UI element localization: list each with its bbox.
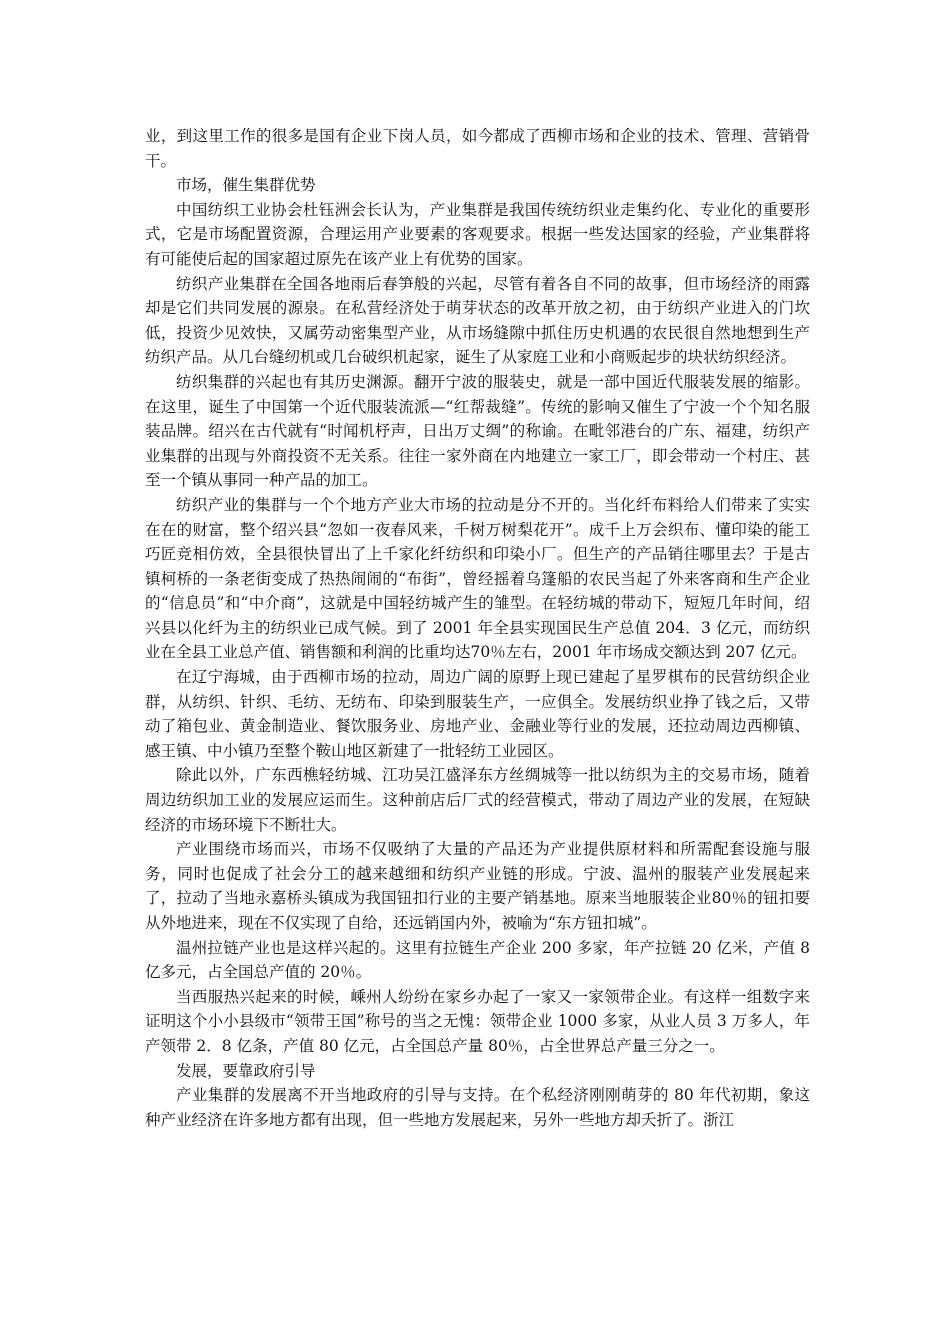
section-heading: 发展，要靠政府引导 xyxy=(176,1061,316,1080)
section-heading: 市场，催生集群优势 xyxy=(176,176,316,195)
paragraph: 纺织集群的兴起也有其历史渊源。翻开宁波的服装史，就是一部中国近代服装发展的缩影。在这里，诞生了中国第一个近代服装流派—“红帮裁缝”。传统的影响又催生了宁波一个个知名服装品牌。绍兴在古代就有“时闻机杼声，日出万丈绸”的称谕。在毗邻港台的广东、福建，纺织产业集群的出现与外商投资不无关系。往往一家外商在内地建立一家工厂，即会带动一个村庄、甚至一个镇从事同一种产品的加工。 xyxy=(145,372,810,490)
paragraph: 除此以外，广东西樵轻纺城、江功吴江盛泽东方丝绸城等一批以纺织为主的交易市场，随着周边纺织加工业的发展应运而生。这种前店后厂式的经营模式，带动了周边产业的发展，在短缺经济的市场环境下不断壮大。 xyxy=(145,766,810,834)
paragraph: 纺织产业的集群与一个个地方产业大市场的拉动是分不开的。当化纤布料给人们带来了实实在在的财富，整个绍兴县“忽如一夜春风来，千树万树梨花开”。成千上万会织布、懂印染的能工巧匠竞相仿效，全县很快冒出了上千家化纤纺织和印染小厂。但生产的产品销往哪里去？于是古镇柯桥的一条老街变成了热热闹闹的“布街”，曾经摇着乌篷船的农民当起了外来客商和生产企业的“信息员”和“中介商”，这就是中国轻纺城产生的雏型。在轻纺城的带动下，短短几年时间，绍兴县以化纤为主的纺织业已成气候。到了 2001 年全县实现国民生产总值 204．3 亿元，而纺织业在全县工业总产值、销售额和利润的比重均达70％左右，2001 年市场成交额达到 207 亿元。 xyxy=(145,495,810,662)
paragraph: 温州拉链产业也是这样兴起的。这里有拉链生产企业 200 多家，年产拉链 20 亿米，产值 8 亿多元，占全国总产值的 20％。 xyxy=(145,938,810,982)
paragraph: 产业集群的发展离不开当地政府的引导与支持。在个私经济刚刚萌芽的 80 年代初期，象这种产业经济在许多地方都有出现，但一些地方发展起来，另外一些地方却夭折了。浙江 xyxy=(145,1086,810,1129)
paragraph: 在辽宁海城，由于西柳市场的拉动，周边广阔的原野上现已建起了星罗棋布的民营纺织企业群，从纺织、针织、毛纺、无纺布、印染到服装生产，一应俱全。发展纺织业挣了钱之后，又带动了箱包业、黄金制造业、餐饮服务业、房地产业、金融业等行业的发展，还拉动周边西柳镇、感王镇、中小镇乃至整个鞍山地区新建了一批轻纺工业园区。 xyxy=(145,668,810,760)
paragraph: 业，到这里工作的很多是国有企业下岗人员，如今都成了西柳市场和企业的技术、管理、营销骨干。 xyxy=(145,127,810,170)
paragraph: 中国纺织工业协会杜钰洲会长认为，产业集群是我国传统纺织业走集约化、专业化的重要形式，它是市场配置资源，合理运用产业要素的客观要求。根据一些发达国家的经验，产业集群将有可能使后起的国家超过原先在该产业上有优势的国家。 xyxy=(145,200,810,268)
paragraph: 产业围绕市场而兴，市场不仅吸纳了大量的产品还为产业提供原材料和所需配套设施与服务，同时也促成了社会分工的越来越细和纺织产业链的形成。宁波、温州的服装产业发展起来了，拉动了当地永嘉桥头镇成为我国钮扣行业的主要产销基地。原来当地服装企业80％的钮扣要从外地进来，现在不仅实现了自给，还远销国内外，被喻为“东方钮扣城”。 xyxy=(145,840,810,932)
paragraph: 纺织产业集群在全国各地雨后春笋般的兴起，尽管有着各自不同的故事，但市场经济的雨露却是它们共同发展的源泉。在私营经济处于萌芽状态的改革开放之初，由于纺织产业进入的门坎低，投资少见效快，又属劳动密集型产业，从市场缝隙中抓住历史机遇的农民很自然地想到生产纺织产品。从几台缝纫机或几台破织机起家，诞生了从家庭工业和小商贩起步的块状纺织经济。 xyxy=(145,274,810,367)
paragraph: 当西服热兴起来的时候，嵊州人纷纷在家乡办起了一家又一家领带企业。有这样一组数字来证明这个小小县级市“领带王国”称号的当之无愧：领带企业 1000 多家，从业人员 3 万多人，年产领带 2．8 亿条，产值 80 亿元，占全国总产量 80％，占全世界总产量三分之一。 xyxy=(145,987,810,1055)
article-body xyxy=(145,124,810,1132)
